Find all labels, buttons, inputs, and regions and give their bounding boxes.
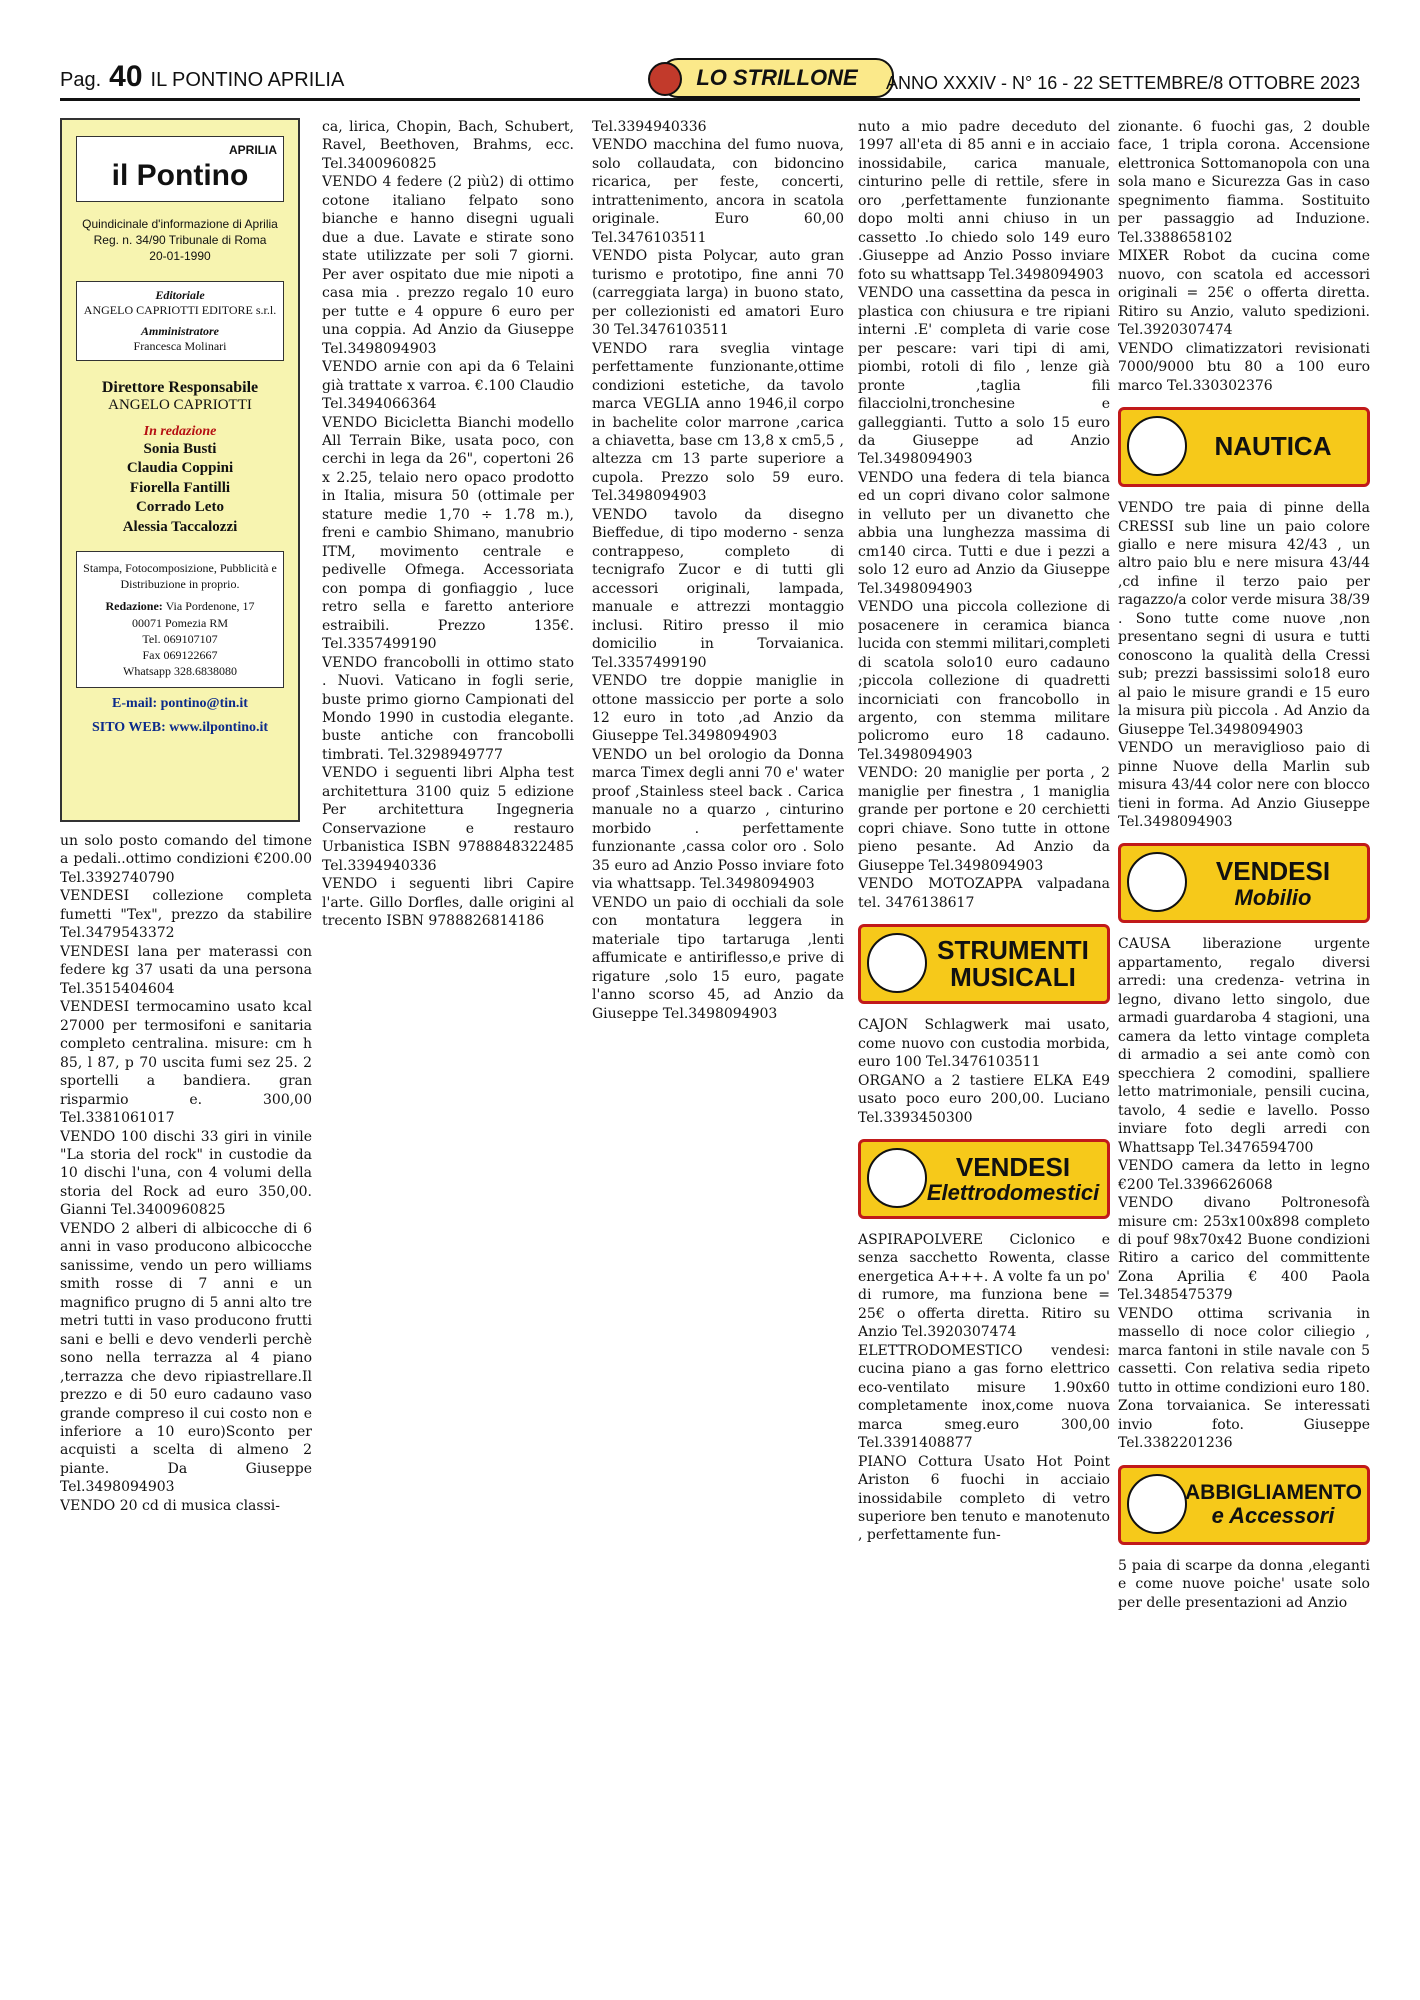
ad-listing: un solo posto comando del timone a pedali..ottimo condizioni €200.00 Tel.3392740790 [60, 833, 312, 886]
ad-listing: VENDO i seguenti libri Alpha test architettura 3100 quiz 5 edizione Per architettura Ingegneria Conservazione e restauro Urbanistica ISBN 9788848322485 Tel.3394940336 [322, 765, 574, 874]
column-2 [322, 118, 574, 1962]
ad-listing: VENDO tre paia di pinne della CRESSI sub line un paio colore giallo e nere misura 42/43 , un altro paio blu e nere misura 43/44 ,cd infine il terzo paio per ragazzo/a color verde misura 38/39 . Sono tutte come nuove ,non presentano segni di usura e tutti conoscono la qualità della Cressi sub; prezzi bassissimi solo18 euro al paio le misure grandi e 15 euro la misura più piccola . Ad Anzio da Giuseppe Tel.3498094903 [1118, 500, 1370, 738]
ad-listing: VENDO un paio di occhiali da sole con montatura leggera in materiale tipo tartaruga ,lenti affumicate e antiriflesso,e prive di rigature ,solo 15 euro, pagate l'anno scorso 45, ad Anzio da Giuseppe Tel.3498094903 [592, 894, 844, 1022]
ad-listing: Tel.3394940336 [592, 119, 707, 135]
fax: Fax 069122667 [142, 648, 218, 662]
cartoon-mascot-icon [1127, 852, 1187, 912]
masthead-box [60, 118, 300, 822]
director-label: Direttore Responsabile [101, 378, 259, 396]
ad-listing: CAUSA liberazione urgente appartamento, regalo diversi arredi: una credenza- vetrina in legno, divano letto singolo, due armadi guardaroba 4 stagioni, una camera da letto vintage completa di armadio a sei ante comò con specchiera 2 comodini, spalliere letto matrimoniale, pensili cucina, tavolo, 4 sedie e lavello. Posso inviare foto degli arredi con Whattsapp Tel.3476594700 [1118, 936, 1370, 1156]
ad-listing: VENDO Bicicletta Bianchi modello All Terrain Bike, usata poco, con cerchi in lega da 26", copertoni 26 x 2.25, telaio nero opaco prodotto in Italia, misura 50 (ottimale per stature medie 1,70 ÷ 1.78 m.), freni e cambio Shimano, manubrio ITM, movimento centrale e pedivelle Ofmega. Accessoriata con pompa di gonfiaggio , luce retro sella e faretto anteriore estraibili. Prezzo 135€. Tel.3357499190 [322, 414, 574, 653]
column-5 [1118, 118, 1370, 1962]
editorial-label: Editoriale [155, 287, 205, 302]
strillone-mascot-icon [648, 62, 682, 96]
column-4 [858, 118, 1110, 1962]
ad-listing: VENDO 4 federe (2 più2) di ottimo cotone italiano felpato sono bianche e hanno disegni uguali due a due. Lavate e stirate sono state utilizzate per soli 7 giorni. Per aver ospitato due mie nipoti a casa mia . prezzo regalo 10 euro per tutte e 4 oppure 6 euro per una coppia. Ad Anzio da Giuseppe Tel.3498094903 [322, 174, 574, 357]
logo-text: LO STRILLONE [696, 65, 858, 90]
ad-listing: CAJON Schlagwerk mai usato, come nuovo con custodia morbida, euro 100 Tel.3476103511 [858, 1017, 1110, 1071]
cartoon-mascot-icon [1127, 416, 1187, 476]
publisher-name: ANGELO CAPRIOTTI EDITORE s.r.l. [83, 302, 277, 317]
phone: Tel. 069107107 [142, 631, 218, 646]
ad-listing: PIANO Cottura Usato Hot Point Ariston 6 fuochi in acciaio inossidabile completo di vetro superiore ben tenuto e manotenuto , perfettamente fun- [858, 1453, 1110, 1544]
banner-subtitle: e Accessori [1211, 1503, 1335, 1529]
registration-info [72, 216, 288, 265]
banner-subtitle: MUSICALI [950, 962, 1076, 993]
reg-line: Quindicinale d'informazione di Aprilia [82, 217, 278, 231]
ad-listing: VENDESI termocamino usato kcal 27000 per termosifoni e sanitaria completo centralina. misure: cm h 85, l 87, p 70 uscita fumi sez 25. 2 sportelli a bandiera. gran risparmio e. 300,00 Tel.3381061017 [60, 999, 312, 1127]
masthead-title: il Pontino [111, 159, 249, 192]
ad-listing: VENDO un meraviglioso paio di pinne Nuove della Marlin sub misura 43/44 color nere con blocco tieni in forma. Ad Anzio Giuseppe Tel.3498094903 [1118, 740, 1370, 830]
cartoon-mascot-icon [867, 933, 927, 993]
staff-member: Fiorella Fantilli [129, 479, 231, 496]
ad-listing: ASPIRAPOLVERE Ciclonico e senza sacchetto Rowenta, classe energetica A+++. A volte fa un po' di rumore, ma funziona bene = 25€ o offerta diretta. Ritiro su Anzio Tel.3920307474 [858, 1231, 1110, 1341]
staff-label: In redazione [143, 423, 217, 439]
ad-listing: VENDO MOTOZAPPA valpadana tel. 3476138617 [858, 876, 1110, 911]
ad-listing: VENDO divano Poltronesofà misure cm: 253x100x898 completo di pouf 98x70x42 Buone condizioni Ritiro a carico del committente Zona Aprilia € 400 Paola Tel.3485475379 [1118, 1195, 1370, 1304]
ad-listing: ORGANO a 2 tastiere ELKA E49 usato poco euro 200,00. Luciano Tel.3393450300 [858, 1072, 1110, 1126]
ad-listing: VENDESI lana per materassi con federe kg 37 usati da una persona Tel.3515404604 [60, 943, 312, 997]
column-3 [592, 118, 844, 1962]
masthead-logo-box [76, 136, 284, 202]
cartoon-mascot-icon [867, 1148, 927, 1208]
ad-listing: VENDO una cassettina da pesca in plastica con chiusura e tre ripiani interni .E' completa di varie cose per pescare: vari tipi di ami, piombi, rotoli di filo , lenze già pronte ,taglia fili filacciolni,tronchesine e galleggianti. Tutto a solo 15 euro da Giuseppe ad Anzio Tel.3498094903 [858, 285, 1110, 468]
ad-listing: VENDO macchina del fumo nuova, solo collaudata, con bidoncino ricarica, per feste, concerti, intrattenimento, ancora in scatola originale. Euro 60,00 Tel.3476103511 [592, 137, 844, 246]
banner-title: VENDESI [955, 1151, 1071, 1182]
ad-listing: ca, lirica, Chopin, Bach, Schubert, Ravel, Beethoven, Brahms, ecc. Tel.3400960825 [322, 119, 574, 172]
reg-line: Reg. n. 34/90 Tribunale di Roma [93, 233, 267, 248]
ad-listing: 5 paia di scarpe da donna ,eleganti e come nuove poiche' usate solo per delle presentazioni ad Anzio [1118, 1557, 1370, 1611]
services-text: Stampa, Fotocomposizione, Pubblicità e Distribuzione in proprio. [83, 561, 277, 592]
section-name: IL PONTINO APRILIA [150, 69, 345, 91]
banner-title: STRUMENTI [937, 934, 1089, 965]
banner-subtitle: Elettrodomestici [926, 1180, 1100, 1206]
page-header [60, 58, 1360, 101]
ad-listing: MIXER Robot da cucina come nuovo, con scatola ed accessori originali = 25€ o offerta diretta. Ritiro su Anzio, valuto spedizioni. Tel.3920307474 [1118, 248, 1370, 339]
ad-listing: VENDO 100 dischi 33 giri in vinile "La storia del rock" in custodie da 10 dischi l'una, con 4 volumi della storia del Rock ad euro 350,00. Gianni Tel.3400960825 [60, 1128, 312, 1219]
column-1 [60, 832, 312, 1962]
ad-listing: VENDO 2 alberi di albicocche di 6 anni in vaso producono albicocche sanissime, vendo un pero williams smith rosse di 7 anni e un magnifico prugno di 5 anni alto tre metri tutti in vaso producono frutti sani e belli e devo venderli perchè sono nella terrazza al 4 piano ,terrazza che devo ripiastrellare.Il prezzo e di 50 euro cadauno vaso grande compreso il cui costo non e inferiore a 10 euro)Sconto per acquisti a scelta di almeno 2 piante. Da Giuseppe Tel.3498094903 [60, 1220, 312, 1496]
ad-listing: VENDO pista Polycar, auto gran turismo e prototipo, fine anni 70 (carreggiata larga) in buono stato, per collezionisti ed amatori Euro 30 Tel.3476103511 [592, 248, 844, 339]
ad-listing: VENDO i seguenti libri Capire l'arte. Gillo Dorfles, dalle origini al trecento ISBN 9788826814186 [322, 876, 574, 930]
ad-listing: VENDO un bel orologio da Donna marca Timex degli anni 70 e' water proof ,Stainless steel back . Carica manuale no a quarzo , cinturino morbido . perfettamente funzionante ,cassa color oro . Solo 35 euro ad Anzio Posso inviare foto via whattsapp. Tel.3498094903 [592, 746, 844, 893]
ad-listing: zionante. 6 fuochi gas, 2 double face, 1 tripla corona. Accensione elettronica Sottomanopola con una sola mano e Sicurezza Gas in caso spegnimento fiamma. Sostituito per passaggio ad Induzione. Tel.3388658102 [1118, 119, 1370, 246]
staff-member: Corrado Leto [136, 499, 224, 516]
section-banner-strumenti-musicali [858, 924, 1110, 1004]
admin-name: Francesca Molinari [133, 338, 227, 353]
ad-listing: ELETTRODOMESTICO vendesi: cucina piano a gas forno elettrico eco-ventilato misure 1.90x60 completamente inox,come nuova marca smeg.euro 300,00 Tel.3391408877 [858, 1342, 1110, 1452]
email-link[interactable]: E-mail: pontino@tin.it [112, 696, 248, 712]
whatsapp: Whatsapp 328.6838080 [123, 664, 237, 679]
banner-title: NAUTICA [1214, 431, 1332, 462]
ad-listing: VENDO ottima scrivania in massello di noce color ciliegio , marca fantoni in stile navale con 5 cassetti. Con relativa sedia ripeto tutto in ottime condizioni euro 180. Zona torvaianica. Se interessati invio foto. Giuseppe Tel.3382201236 [1118, 1305, 1370, 1452]
section-banner-abbigliamento [1118, 1465, 1370, 1545]
reg-line: 20-01-1990 [149, 249, 211, 264]
ad-listing: VENDO rara sveglia vintage perfettamente funzionante,ottime condizioni estetiche, da tavolo marca VEGLIA anno 1946,il corpo in bachelite color marrone ,carica a chiavetta, base cm 13,8 x cm5,5 , altezza cm 13 parte superiore a cupola. Prezzo solo 59 euro. Tel.3498094903 [592, 340, 844, 505]
staff-member: Claudia Coppini [126, 460, 234, 477]
staff-list [62, 440, 298, 538]
ad-listing: VENDO tavolo da disegno Bieffedue, di tipo moderno - senza contrappeso, completo di tecnigrafo Zucor e di tutti gli accessori originali, lampada, manuale e attrezzi montaggio inclusi. Ritiro presso il mio domicilio in Torvaianica. Tel.3357499190 [592, 506, 844, 671]
staff-member: Alessia Taccalozzi [122, 518, 238, 535]
director-name: ANGELO CAPRIOTTI [108, 396, 252, 413]
publisher-box [76, 281, 284, 361]
ad-listing: VENDO camera da letto in legno €200 Tel.3396626068 [1118, 1158, 1370, 1193]
ad-listing: VENDO una piccola collezione di posacenere in ceramica bianca lucida con stemmi militari,completi di scatola solo10 euro cadauno ;piccola collezione di quadretti incorniciati con francobollo in argento, con stemma militare policromo euro 18 cadauno. Tel.3498094903 [858, 599, 1110, 763]
ad-listing: VENDO: 20 maniglie per porta , 2 maniglie per finestra , 1 maniglia grande per portone e 20 cerchietti copri chiave. Sono tutte in ottone pieno pesante. Ad Anzio da Giuseppe Tel.3498094903 [858, 765, 1110, 874]
page-label: Pag. [60, 69, 102, 91]
ad-listing: VENDO 20 cd di musica classi- [60, 1497, 280, 1514]
ad-listing: nuto a mio padre deceduto del 1997 all'eta di 85 anni e in acciaio inossidabile, carica manuale, cinturino pelle di rettile, sfere in oro ,perfettamente funzionante dopo molti anni chiuso in un cassetto .Io chiedo solo 149 euro .Giuseppe ad Anzio Posso inviare foto su whattsapp Tel.3498094903 [858, 119, 1110, 283]
section-banner-mobilio [1118, 843, 1370, 923]
ad-listing: VENDO tre doppie maniglie in ottone massiccio per porte a solo 12 euro in toto ,ad Anzio da Giuseppe Tel.3498094903 [592, 673, 844, 745]
masthead-city: APRILIA [229, 143, 277, 157]
banner-subtitle: Mobilio [1234, 884, 1312, 910]
cartoon-mascot-icon [1127, 1474, 1187, 1534]
issue-info: ANNO XXXIV - N° 16 - 22 SETTEMBRE/8 OTTOBRE 2023 [885, 73, 1360, 93]
page-number: 40 [109, 60, 143, 93]
lo-strillone-logo [660, 58, 894, 98]
address: Via Pordenone, 17 [165, 599, 255, 614]
staff-member: Sonia Busti [143, 440, 217, 457]
ad-listing: VENDO francobolli in ottimo stato . Nuovi. Vaticano in fogli serie, buste primo giorno Campionati del Mondo 1990 in custodia elegante. buste antiche con francobolli timbrati. Tel.3298949777 [322, 654, 574, 763]
director-block [62, 379, 298, 414]
ad-listing: VENDO una federa di tela bianca ed un copri divano color salmone in velluto per un divanetto che abbia una lunghezza massima di cm140 circa. Tutti e due i pezzi a solo 12 euro ad Anzio da Giuseppe Tel.3498094903 [858, 469, 1110, 597]
section-banner-elettrodomestici [858, 1139, 1110, 1219]
address-label: Redazione: [105, 599, 163, 614]
ad-listing: VENDO climatizzatori revisionati 7000/9000 btu 80 a 100 euro marco Tel.330302376 [1118, 340, 1370, 394]
section-banner-nautica [1118, 407, 1370, 487]
services-box [76, 551, 284, 688]
admin-label: Amministratore [140, 323, 220, 338]
postal-code: 00071 Pomezia RM [132, 615, 228, 630]
website-link[interactable]: SITO WEB: www.ilpontino.it [91, 720, 269, 736]
ad-listing: VENDESI collezione completa fumetti "Tex", prezzo da stabilire Tel.3479543372 [60, 888, 312, 942]
banner-title: ABBIGLIAMENTO [1185, 1481, 1362, 1505]
ad-listing: VENDO arnie con api da 6 Telaini già trattate x varroa. €.100 Claudio Tel.3494066364 [322, 359, 574, 413]
page-number-label [60, 60, 344, 94]
banner-title: VENDESI [1215, 856, 1331, 887]
